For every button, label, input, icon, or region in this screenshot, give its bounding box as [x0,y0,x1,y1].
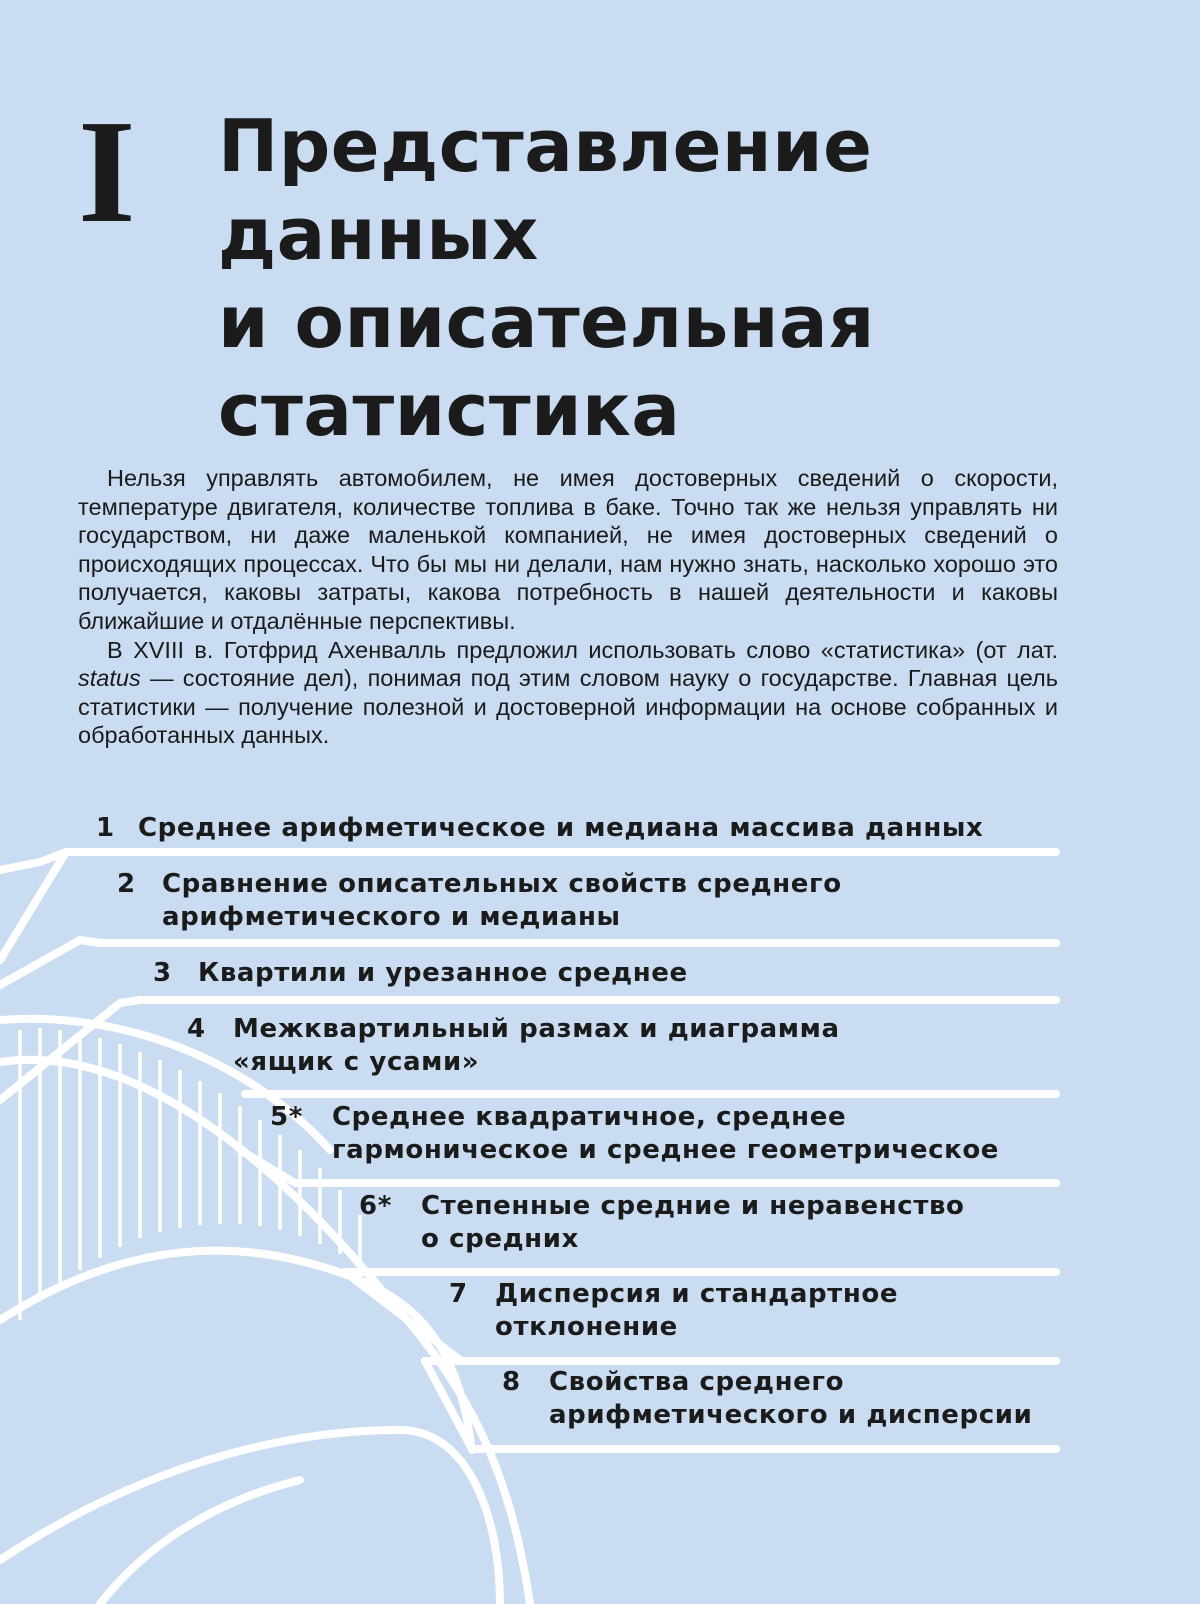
chapter-numeral: I [78,90,136,254]
toc-item-title-line: Квартили и урезанное среднее [198,958,688,988]
toc-item-title [549,1366,1032,1432]
toc-item-number: 4 [187,1014,206,1044]
toc-item-number: 8 [502,1367,521,1397]
chapter-title-line: статистика [218,368,681,452]
intro-paragraph-2-end: — состояние дел), понимая под этим словом науку о государстве. Главная цель статистики — получение полезной и достоверной информации на основе собранных и обработанных данных. [78,665,1058,749]
toc-item-number: 3 [153,958,172,988]
toc-item-title-line: Дисперсия и стандартное [495,1279,899,1309]
intro-paragraph-2 [78,636,1058,750]
toc-item-title-line: Межквартильный размах и диаграмма [233,1014,840,1044]
chapter-intro [78,464,1058,750]
toc-item-title-line: Степенные средние и неравенство [421,1191,965,1221]
toc-item-title-line: арифметического и медианы [162,902,621,932]
toc-item-title-line: отклонение [495,1312,678,1342]
intro-paragraph-2-start: В XVIII в. Готфрид Ахенвалль предложил использовать слово «статистика» (от лат. [107,636,1058,663]
chapter-title-line: Представление [218,104,873,188]
chapter-title-line: и описательная [218,280,875,364]
toc-item-title [495,1278,898,1344]
toc-item-title-line: «ящик с усами» [233,1047,480,1077]
intro-paragraph-1: Нельзя управлять автомобилем, не имея достоверных сведений о скорости, температуре двигателя, количестве топлива в баке. Точно так же нельзя управлять ни государством, ни даже маленькой компанией, не имея достоверных сведений о происходящих процессах. Что бы мы ни делали, нам нужно знать, насколько хорошо это получается, каковы затраты, какова потребность в нашей деятельности и каковы ближайшие и отдалённые перспективы. [78,465,1058,634]
toc-item-title [162,868,842,934]
chapter-title-line: данных [218,192,539,276]
toc-item-title-line: о средних [421,1224,579,1254]
toc-item-title [233,1013,840,1079]
toc-item-number: 5* [270,1102,303,1132]
toc-item-title [421,1190,965,1256]
toc-item-number: 7 [449,1279,468,1309]
toc-item-number: 6* [359,1191,392,1221]
toc-item-title [332,1101,999,1167]
latin-term: status [78,665,141,692]
chapter-title [218,102,875,454]
toc-item-title-line: арифметического и дисперсии [549,1400,1033,1430]
toc-item-title-line: Сравнение описательных свойств среднего [162,869,842,899]
toc-item-title-line: Среднее квадратичное, среднее [332,1102,847,1132]
toc-item-title [198,957,688,990]
toc-item-number: 1 [96,813,115,843]
toc-item-title-line: Свойства среднего [549,1367,845,1397]
toc-item-title-line: Среднее арифметическое и медиана массива данных [138,813,984,843]
toc-item-title [138,812,983,845]
toc-item-title-line: гармоническое и среднее геометрическое [332,1135,1000,1165]
toc-item-number: 2 [117,869,136,899]
